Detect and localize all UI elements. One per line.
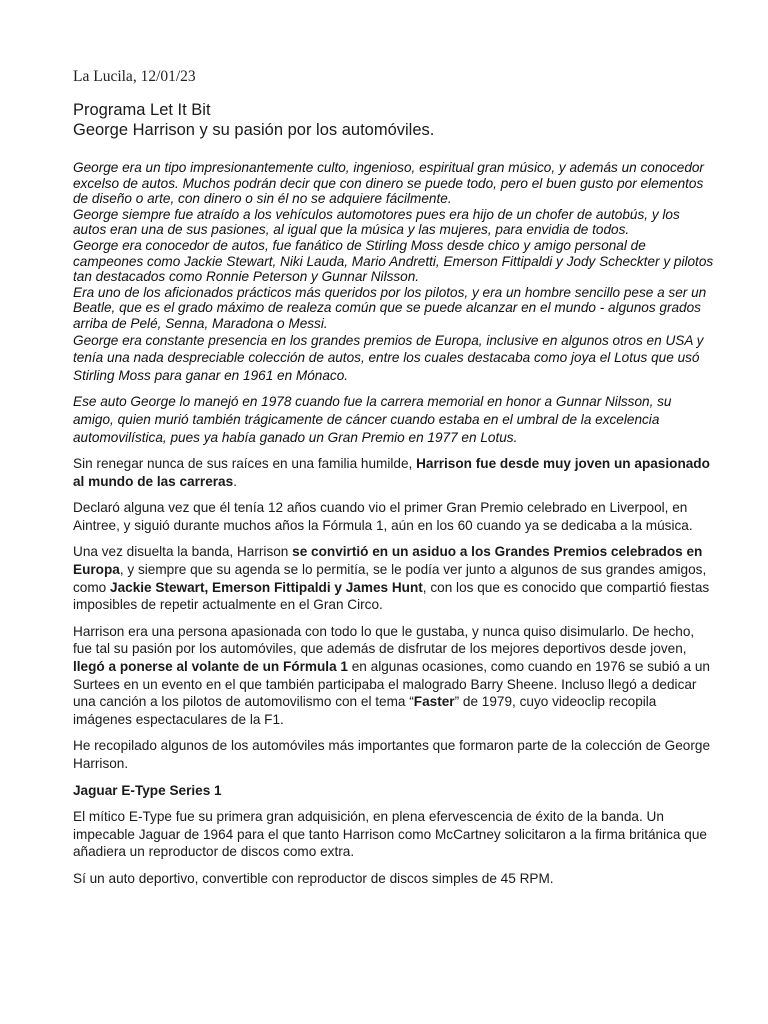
paragraph-aintree: Declaró alguna vez que él tenía 12 años cuando vio el primer Gran Premio celebrado en Liverpool, en Aintree, y siguió durante muchos años la Fórmula 1, aún en los 60 cuando ya se dedicaba a la música. — [73, 500, 693, 533]
text-run: en algunas ocasiones, como cuando en 1976 se subió a un Surtees en un evento en el que también participaba el malogrado Barry Sheene. Incluso llegó a dedicar una canción a los pilotos de automovilismo con el tema “ — [73, 659, 710, 710]
intro-paragraph-culture: George era un tipo impresionantemente culto, ingenioso, espiritual gran músico, y además un conocedor excelso de autos. Muchos podrán decir que con dinero se puede todo, pero el buen gusto por elementos de diseño o arte, con dinero o sin él no se adquiere fácilmente. — [73, 160, 704, 207]
title-line-program: Programa Let It Bit — [73, 101, 211, 119]
paragraph-formula-one — [73, 623, 716, 729]
text-run: , con los que es conocido que compartió fiestas imposibles de repetir actualmente en el Gran Circo. — [73, 579, 710, 613]
intro-italic-block — [73, 160, 716, 384]
intro-paragraph-bus-driver: George siempre fue atraído a los vehículos automotores pues era hijo de un chofer de autobús, y los autos eran una de sus pasiones, al igual que la música y las mujeres, para envidia de todos. — [73, 206, 680, 238]
document-title — [73, 100, 716, 140]
intro-paragraph-nilsson: Ese auto George lo manejó en 1978 cuando fue la carrera memorial en honor a Gunnar Nilsson, su amigo, quien murió también trágicamente de cáncer cuando estaba en el umbral de la excelencia automovilística, pues ya había ganado un Gran Premio en 1977 en Lotus. — [73, 394, 672, 445]
section-heading-jaguar: Jaguar E-Type Series 1 — [73, 782, 222, 798]
bold-run: se convirtió en un asiduo a los Grandes Premios celebrados en Europa — [73, 544, 703, 578]
paragraph-roots — [73, 455, 716, 490]
bold-run: Harrison fue desde muy joven un apasionado al mundo de las carreras — [73, 456, 710, 489]
paragraph-record-player: Sí un auto deportivo, convertible con reproductor de discos simples de 45 RPM. — [73, 870, 554, 886]
title-line-subject: George Harrison y su pasión por los automóviles. — [73, 121, 435, 139]
text-run: Harrison era una persona apasionada con todo lo que le gustaba, y nunca quiso disimularlo. De hecho, fue tal su pasión por los automóviles, que además de disfrutar de los mejores deportivos desde joven, — [73, 623, 695, 657]
intro-paragraph-lotus: George era constante presencia en los grandes premios de Europa, inclusive en algunos otros en USA y tenía una nada despreciable colección de autos, entre los cuales destacaba como joya el Lotus que usó Stirling Moss para ganar en 1961 en Mónaco. — [73, 332, 704, 383]
text-run: Una vez disuelta la banda, Harrison — [73, 544, 293, 560]
intro-paragraph-drivers: George era conocedor de autos, fue fanático de Stirling Moss desde chico y amigo personal de campeones como Jackie Stewart, Niki Lauda, Mario Andretti, Emerson Fittipaldi y Jody Scheckter y pilotos tan destacados como Ronnie Peterson y Gunnar Nilsson. — [73, 237, 714, 285]
text-run: Sin renegar nunca de sus raíces en una familia humilde, — [73, 456, 417, 472]
text-run: , y siempre que su agenda se lo permitía, se le podía ver junto a algunos de sus grandes amigos, como — [73, 562, 707, 595]
bold-run: llegó a ponerse al volante de un Fórmula 1 — [73, 659, 348, 675]
paragraph-grand-prix — [73, 543, 716, 613]
paragraph-collection: He recopilado algunos de los automóviles más importantes que formaron parte de la colección de George Harrison. — [73, 738, 711, 771]
paragraph-e-type: El mítico E-Type fue su primera gran adquisición, en plena efervescencia de éxito de la banda. Un impecable Jaguar de 1964 para el que tanto Harrison como McCartney solicitaron a la firma británica que añadiera un reproductor de discos como extra. — [73, 809, 707, 860]
date-line: La Lucila, 12/01/23 — [73, 68, 196, 85]
bold-run: Faster — [413, 694, 455, 710]
bold-run: Jackie Stewart, Emerson Fittipaldi y James Hunt — [110, 579, 423, 595]
text-run: . — [233, 473, 237, 489]
text-run: ” de 1979, cuyo videoclip recopila imágenes espectaculares de la F1. — [73, 694, 657, 727]
intro-paragraph-beatle: Era uno de los aficionados prácticos más queridos por los pilotos, y era un hombre sencillo pese a ser un Beatle, que es el grado máximo de realeza común que se puede alcanzar en el mundo - algunos grados arriba de Pelé, Senna, Maradona o Messi. — [73, 284, 707, 331]
